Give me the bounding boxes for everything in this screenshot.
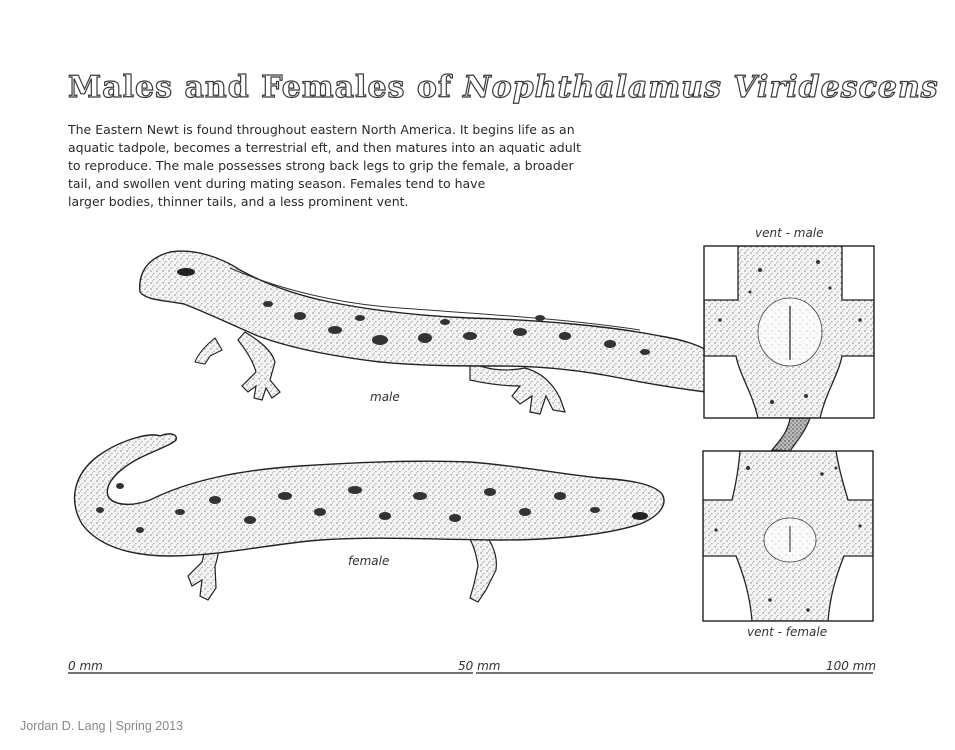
female-label: female <box>348 554 390 568</box>
intro-line: larger bodies, thinner tails, and a less prominent vent. <box>68 194 409 209</box>
female-vent-box <box>703 451 873 621</box>
male-front-leg <box>238 332 280 400</box>
scale-mid-label: 50 mm <box>458 659 501 673</box>
male-newt-illustration <box>140 251 706 414</box>
female-newt-illustration <box>75 434 664 602</box>
intro-line: to reproduce. The male possesses strong back legs to grip the female, a broader <box>68 158 574 173</box>
scale-end-label: 100 mm <box>826 659 877 673</box>
female-body-tail <box>75 434 664 556</box>
intro-line: tail, and swollen vent during mating season. Females tend to have <box>68 176 486 191</box>
title-plain: Males and Females of <box>68 70 464 105</box>
male-vent-box <box>704 246 874 418</box>
male-eye-icon <box>177 268 195 276</box>
title-scientific-name: Nophthalamus Viridescens <box>463 70 939 105</box>
intro-line: aquatic tadpole, becomes a terrestrial eft, and then matures into an aquatic adult <box>68 140 581 155</box>
male-body <box>140 251 706 392</box>
scale-start-label: 0 mm <box>68 659 103 673</box>
male-front-leg-far <box>195 338 222 364</box>
intro-line: The Eastern Newt is found throughout eastern North America. It begins life as an <box>68 122 575 137</box>
vent-male-label: vent - male <box>755 226 824 240</box>
female-eye-icon <box>632 512 648 520</box>
female-front-leg <box>468 530 496 602</box>
connecting-tail <box>772 418 810 451</box>
vent-female-label: vent - female <box>747 625 828 639</box>
artist-credit: Jordan D. Lang | Spring 2013 <box>20 719 184 733</box>
male-label: male <box>370 390 400 404</box>
